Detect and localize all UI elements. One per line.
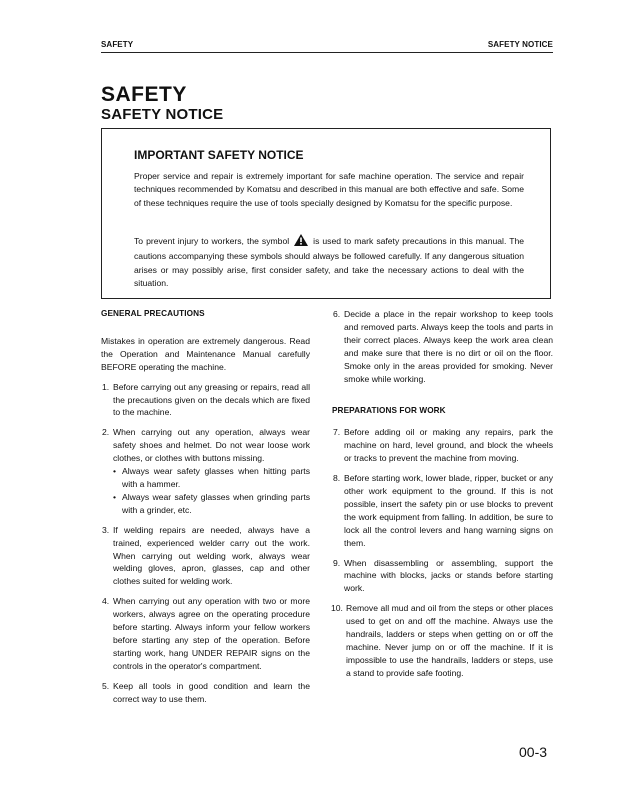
item-number: 4. bbox=[102, 596, 110, 607]
running-header-right: SAFETY NOTICE bbox=[487, 40, 553, 49]
list-item bbox=[332, 308, 553, 385]
important-safety-notice-box bbox=[101, 128, 551, 299]
preparations-heading: PREPARATIONS FOR WORK bbox=[332, 406, 446, 416]
list-item bbox=[332, 472, 553, 549]
running-header bbox=[101, 40, 553, 53]
bullet-item bbox=[113, 465, 310, 491]
bullet-text: Always wear safety glasses when hitting parts with a hammer. bbox=[122, 466, 310, 489]
list-item bbox=[101, 426, 310, 516]
warning-triangle-icon bbox=[294, 234, 308, 250]
item-text: When carrying out any operation, always wear safety shoes and helmet. Do not wear loose work clothes, or clothes with buttons missing. bbox=[113, 427, 310, 464]
item-number: 2. bbox=[102, 427, 110, 438]
item-number: 5. bbox=[102, 680, 110, 691]
list-item bbox=[332, 602, 553, 679]
general-precautions-heading: GENERAL PRECAUTIONS bbox=[101, 309, 205, 318]
item-number: 6. bbox=[333, 309, 341, 319]
notice-title: IMPORTANT SAFETY NOTICE bbox=[134, 148, 304, 162]
general-intro: Mistakes in operation are extremely dangerous. Read the Operation and Maintenance Manual carefully BEFORE operating the machine. bbox=[101, 335, 310, 372]
general-precautions-list-continued bbox=[332, 308, 553, 385]
bullet-icon: • bbox=[113, 466, 117, 477]
notice-paragraph-2 bbox=[134, 234, 524, 290]
running-header-left: SAFETY bbox=[101, 40, 134, 49]
left-column bbox=[101, 308, 310, 705]
page-subtitle: SAFETY NOTICE bbox=[101, 106, 224, 123]
item-number: 7. bbox=[333, 427, 341, 438]
bullet-item bbox=[113, 491, 310, 517]
item-number: 3. bbox=[102, 524, 110, 535]
page-number: 00-3 bbox=[519, 744, 548, 760]
item-text: When carrying out any operation with two or more workers, always agree on the operating procedure before starting. Always inform your fellow workers before starting any step of the operation. Before starting work, hang UNDER REPAIR signs on the controls in the operator's compartment. bbox=[113, 596, 310, 671]
list-item bbox=[101, 381, 310, 420]
list-item bbox=[332, 426, 553, 465]
list-item bbox=[332, 557, 553, 596]
notice-paragraph-2-after: is used to mark safety precautions in this manual. The cautions accompanying these symbols should always be followed carefully. If any dangerous situation arises or may possibly arise, first consider safety, and take the necessary actions to deal with the situation. bbox=[134, 236, 525, 288]
item-number: 10. bbox=[331, 603, 343, 614]
item-number: 1. bbox=[102, 381, 110, 392]
item-number: 9. bbox=[333, 557, 341, 568]
bullet-list bbox=[113, 465, 310, 517]
item-text: Remove all mud and oil from the steps or other places used to get on and off the machine. Always use the handrails, ladders or steps when getting on or off the machine. Never jump on or off the machine. If it is impossible to use the handrails, ladders or steps, use a stand to provide safe footing. bbox=[346, 603, 553, 678]
right-column bbox=[332, 308, 553, 680]
item-text: When disassembling or assembling, support the machine with blocks, jacks or stands before starting work. bbox=[344, 557, 553, 594]
bullet-icon: • bbox=[113, 491, 117, 502]
bullet-text: Always wear safety glasses when grinding parts with a grinder, etc. bbox=[122, 491, 310, 515]
item-number: 8. bbox=[333, 473, 341, 484]
list-item bbox=[101, 524, 310, 589]
item-text: If welding repairs are needed, always have a trained, experienced welder carry out the work. When carrying out welding work, always wear welding gloves, apron, glasses, cap and other clothes suited for welding work. bbox=[113, 524, 310, 587]
item-text: Before adding oil or making any repairs, park the machine on hard, level ground, and block the wheels or tracks to prevent the machine from moving. bbox=[344, 427, 553, 464]
notice-paragraph-1: Proper service and repair is extremely important for safe machine operation. The service and repair techniques recommended by Komatsu and described in this manual are both effective and safe. Some of these techniques require the use of tools specially designed by Komatsu for the specific purpose. bbox=[134, 171, 524, 208]
item-text: Before carrying out any greasing or repairs, read all the precautions given on the decals which are fixed to the machine. bbox=[113, 381, 310, 418]
item-text: Before starting work, lower blade, ripper, bucket or any other work equipment to the ground. If this is not possible, insert the safety pin or use blocks to prevent the work equipment from falling. In addition, be sure to lock all the control levers and hang warning signs on them. bbox=[344, 473, 553, 548]
preparations-list bbox=[332, 426, 553, 679]
list-item bbox=[101, 680, 310, 706]
list-item bbox=[101, 595, 310, 672]
page-title: SAFETY bbox=[101, 83, 187, 106]
item-text: Decide a place in the repair workshop to keep tools and removed parts. Always keep the tools and parts in their correct places. Always keep the work area clean and make sure that there is no dirt or oil on the floor. Smoke only in the areas provided for smoking. Never smoke while working. bbox=[344, 309, 553, 384]
item-text: Keep all tools in good condition and learn the correct way to use them. bbox=[113, 680, 310, 704]
general-precautions-list bbox=[101, 381, 310, 706]
notice-paragraph-2-before: To prevent injury to workers, the symbol bbox=[134, 236, 290, 246]
